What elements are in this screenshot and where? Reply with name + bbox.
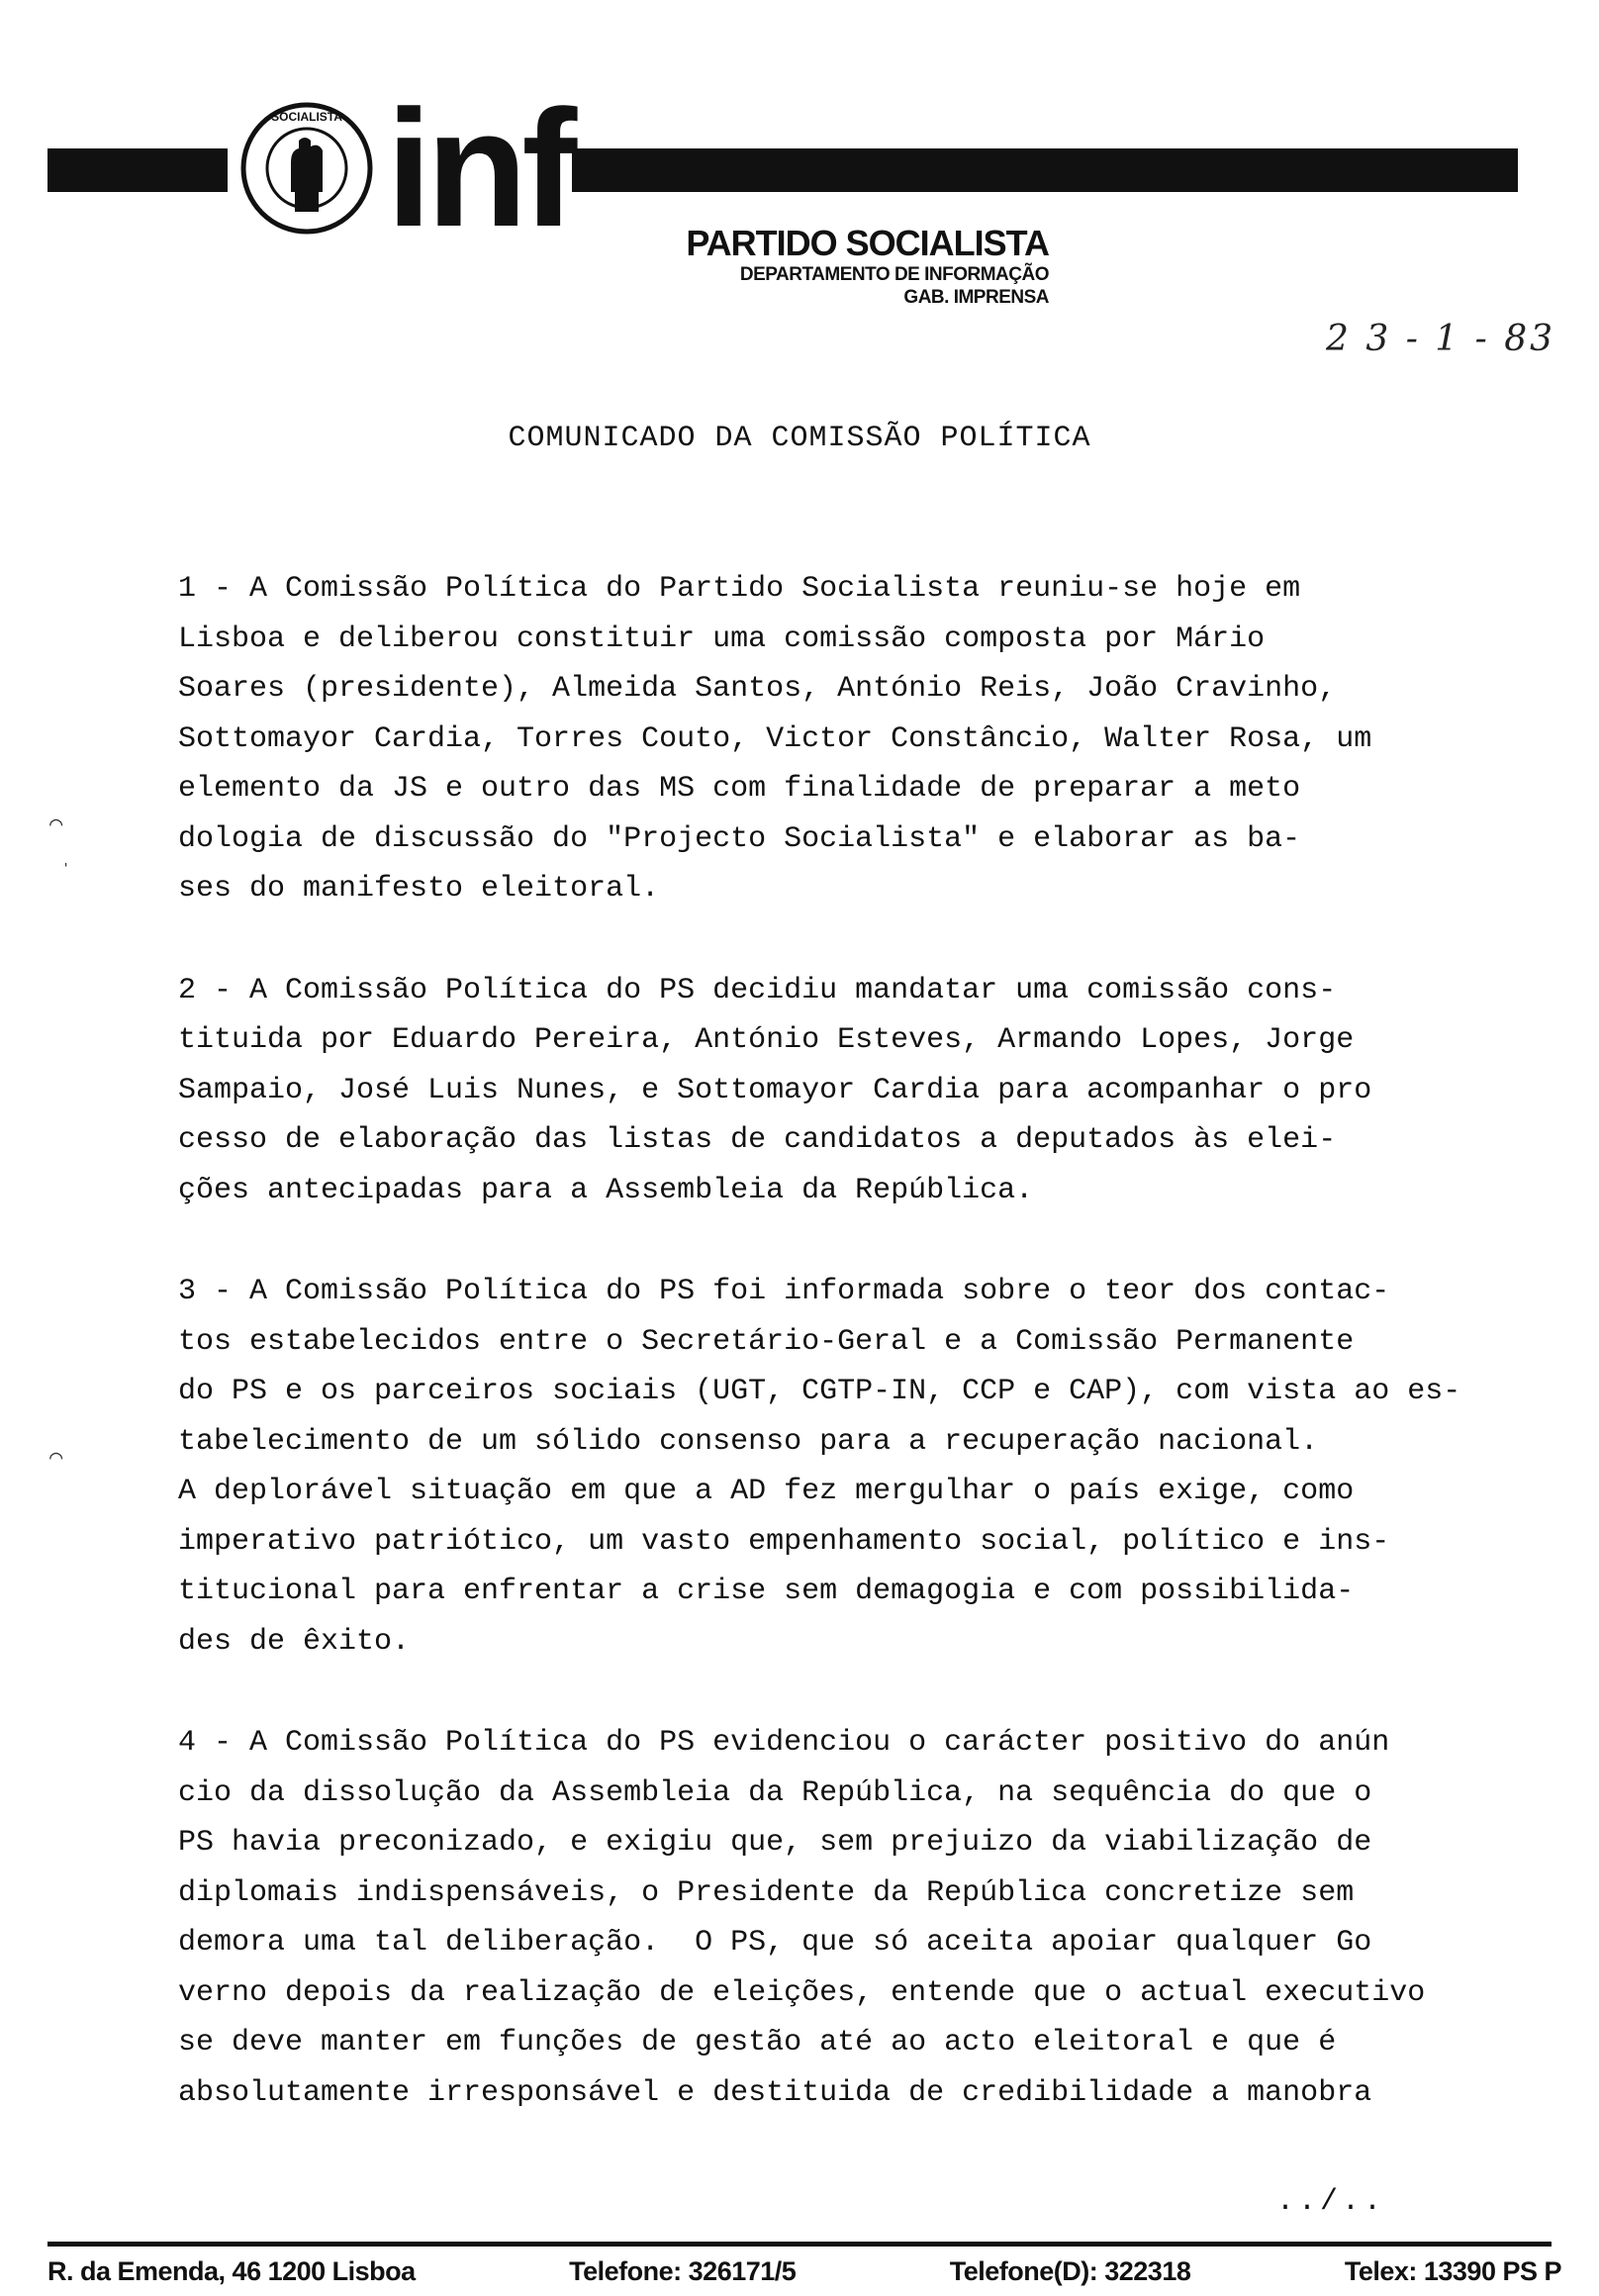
continuation-mark: ../..	[1276, 2185, 1386, 2219]
text-line: imperativo patriótico, um vasto empenhamento social, político e ins-	[178, 1524, 1390, 1559]
margin-mark: ˈ	[59, 861, 73, 886]
text-line: PS havia preconizado, e exigiu que, sem prejuizo da viabilização de	[178, 1826, 1372, 1860]
text-line: cesso de elaboração das listas de candidatos a deputados às elei-	[178, 1123, 1337, 1157]
paragraph-4	[178, 1718, 1563, 2118]
margin-mark: ⌒	[49, 1446, 63, 1471]
text-line: des de êxito.	[178, 1624, 411, 1659]
letterhead-bar-left	[47, 148, 228, 192]
text-line: A deplorável situação em que a AD fez mergulhar o país exige, como	[178, 1475, 1355, 1508]
text-line: verno depois da realização de eleições, entende que o actual executivo	[178, 1975, 1426, 2010]
inf-logo-word: inf	[386, 75, 572, 261]
text-line: 4 - A Comissão Política do PS evidenciou o carácter positivo do anún	[178, 1726, 1390, 1760]
document-title: COMUNICADO DA COMISSÃO POLÍTICA	[508, 422, 1091, 455]
text-line: 3 - A Comissão Política do PS foi informada sobre o teor dos contac-	[178, 1275, 1390, 1308]
footer-address: R. da Emenda, 46 1200 Lisboa	[47, 2256, 416, 2286]
footer-telex: Telex: 13390 PS P	[1344, 2256, 1561, 2286]
text-line: diplomais indispensáveis, o Presidente da República concretize sem	[178, 1875, 1355, 1910]
text-line: Sampaio, José Luis Nunes, e Sottomayor Cardia para acompanhar o pro	[178, 1073, 1372, 1107]
office-name: GAB. IMPRENSA	[903, 287, 1049, 308]
organization-block	[594, 224, 1049, 309]
fist-seal-logo	[239, 101, 374, 236]
paragraph-2	[178, 966, 1563, 1216]
text-line: Soares (presidente), Almeida Santos, António Reis, João Cravinho,	[178, 672, 1337, 706]
text-line: 1 - A Comissão Política do Partido Socialista reuniu-se hoje em	[178, 572, 1301, 606]
paragraph-1	[178, 564, 1563, 914]
text-line: ções antecipadas para a Assembleia da República.	[178, 1173, 1034, 1207]
letterhead	[0, 0, 1599, 359]
text-line: Lisboa e deliberou constituir uma comissão composta por Mário	[178, 622, 1266, 656]
svg-text:SOCIALISTA: SOCIALISTA	[271, 110, 342, 124]
document-body	[178, 564, 1563, 2169]
handwritten-date: 2 3 - 1 - 83	[1326, 319, 1556, 359]
text-line: tos estabelecidos entre o Secretário-Geral e a Comissão Permanente	[178, 1324, 1355, 1359]
letterhead-footer	[47, 2256, 1561, 2287]
text-line: se deve manter em funções de gestão até ao acto eleitoral e que é	[178, 2026, 1337, 2059]
footer-phone-direct: Telefone(D): 322318	[949, 2256, 1191, 2286]
department-name: DEPARTAMENTO DE INFORMAÇÃO	[739, 264, 1049, 285]
margin-mark: ⌒	[49, 813, 63, 837]
text-line: do PS e os parceiros sociais (UGT, CGTP-IN, CCP e CAP), com vista ao es-	[178, 1375, 1461, 1408]
text-line: cio da dissolução da Assembleia da República, na sequência do que o	[178, 1775, 1372, 1810]
letterhead-bar-right	[572, 148, 1518, 192]
text-line: tabelecimento de um sólido consenso para a recuperação nacional.	[178, 1424, 1319, 1459]
footer-rule	[47, 2242, 1552, 2247]
text-line: Sottomayor Cardia, Torres Couto, Victor Constâncio, Walter Rosa, um	[178, 721, 1372, 756]
paragraph-3	[178, 1267, 1563, 1667]
text-line: absolutamente irresponsável e destituida de credibilidade a manobra	[178, 2075, 1372, 2110]
footer-phone: Telefone: 326171/5	[569, 2256, 797, 2286]
text-line: tituida por Eduardo Pereira, António Esteves, Armando Lopes, Jorge	[178, 1023, 1355, 1057]
text-line: ses do manifesto eleitoral.	[178, 872, 660, 906]
organization-name: PARTIDO SOCIALISTA	[686, 223, 1049, 263]
text-line: demora uma tal deliberação. O PS, que só aceita apoiar qualquer Go	[178, 1926, 1372, 1960]
text-line: elemento da JS e outro das MS com finalidade de preparar a meto	[178, 772, 1301, 806]
text-line: titucional para enfrentar a crise sem demagogia e com possibilida-	[178, 1575, 1355, 1608]
text-line: 2 - A Comissão Política do PS decidiu mandatar uma comissão cons-	[178, 973, 1337, 1007]
text-line: dologia de discussão do "Projecto Socialista" e elaborar as ba-	[178, 821, 1301, 856]
